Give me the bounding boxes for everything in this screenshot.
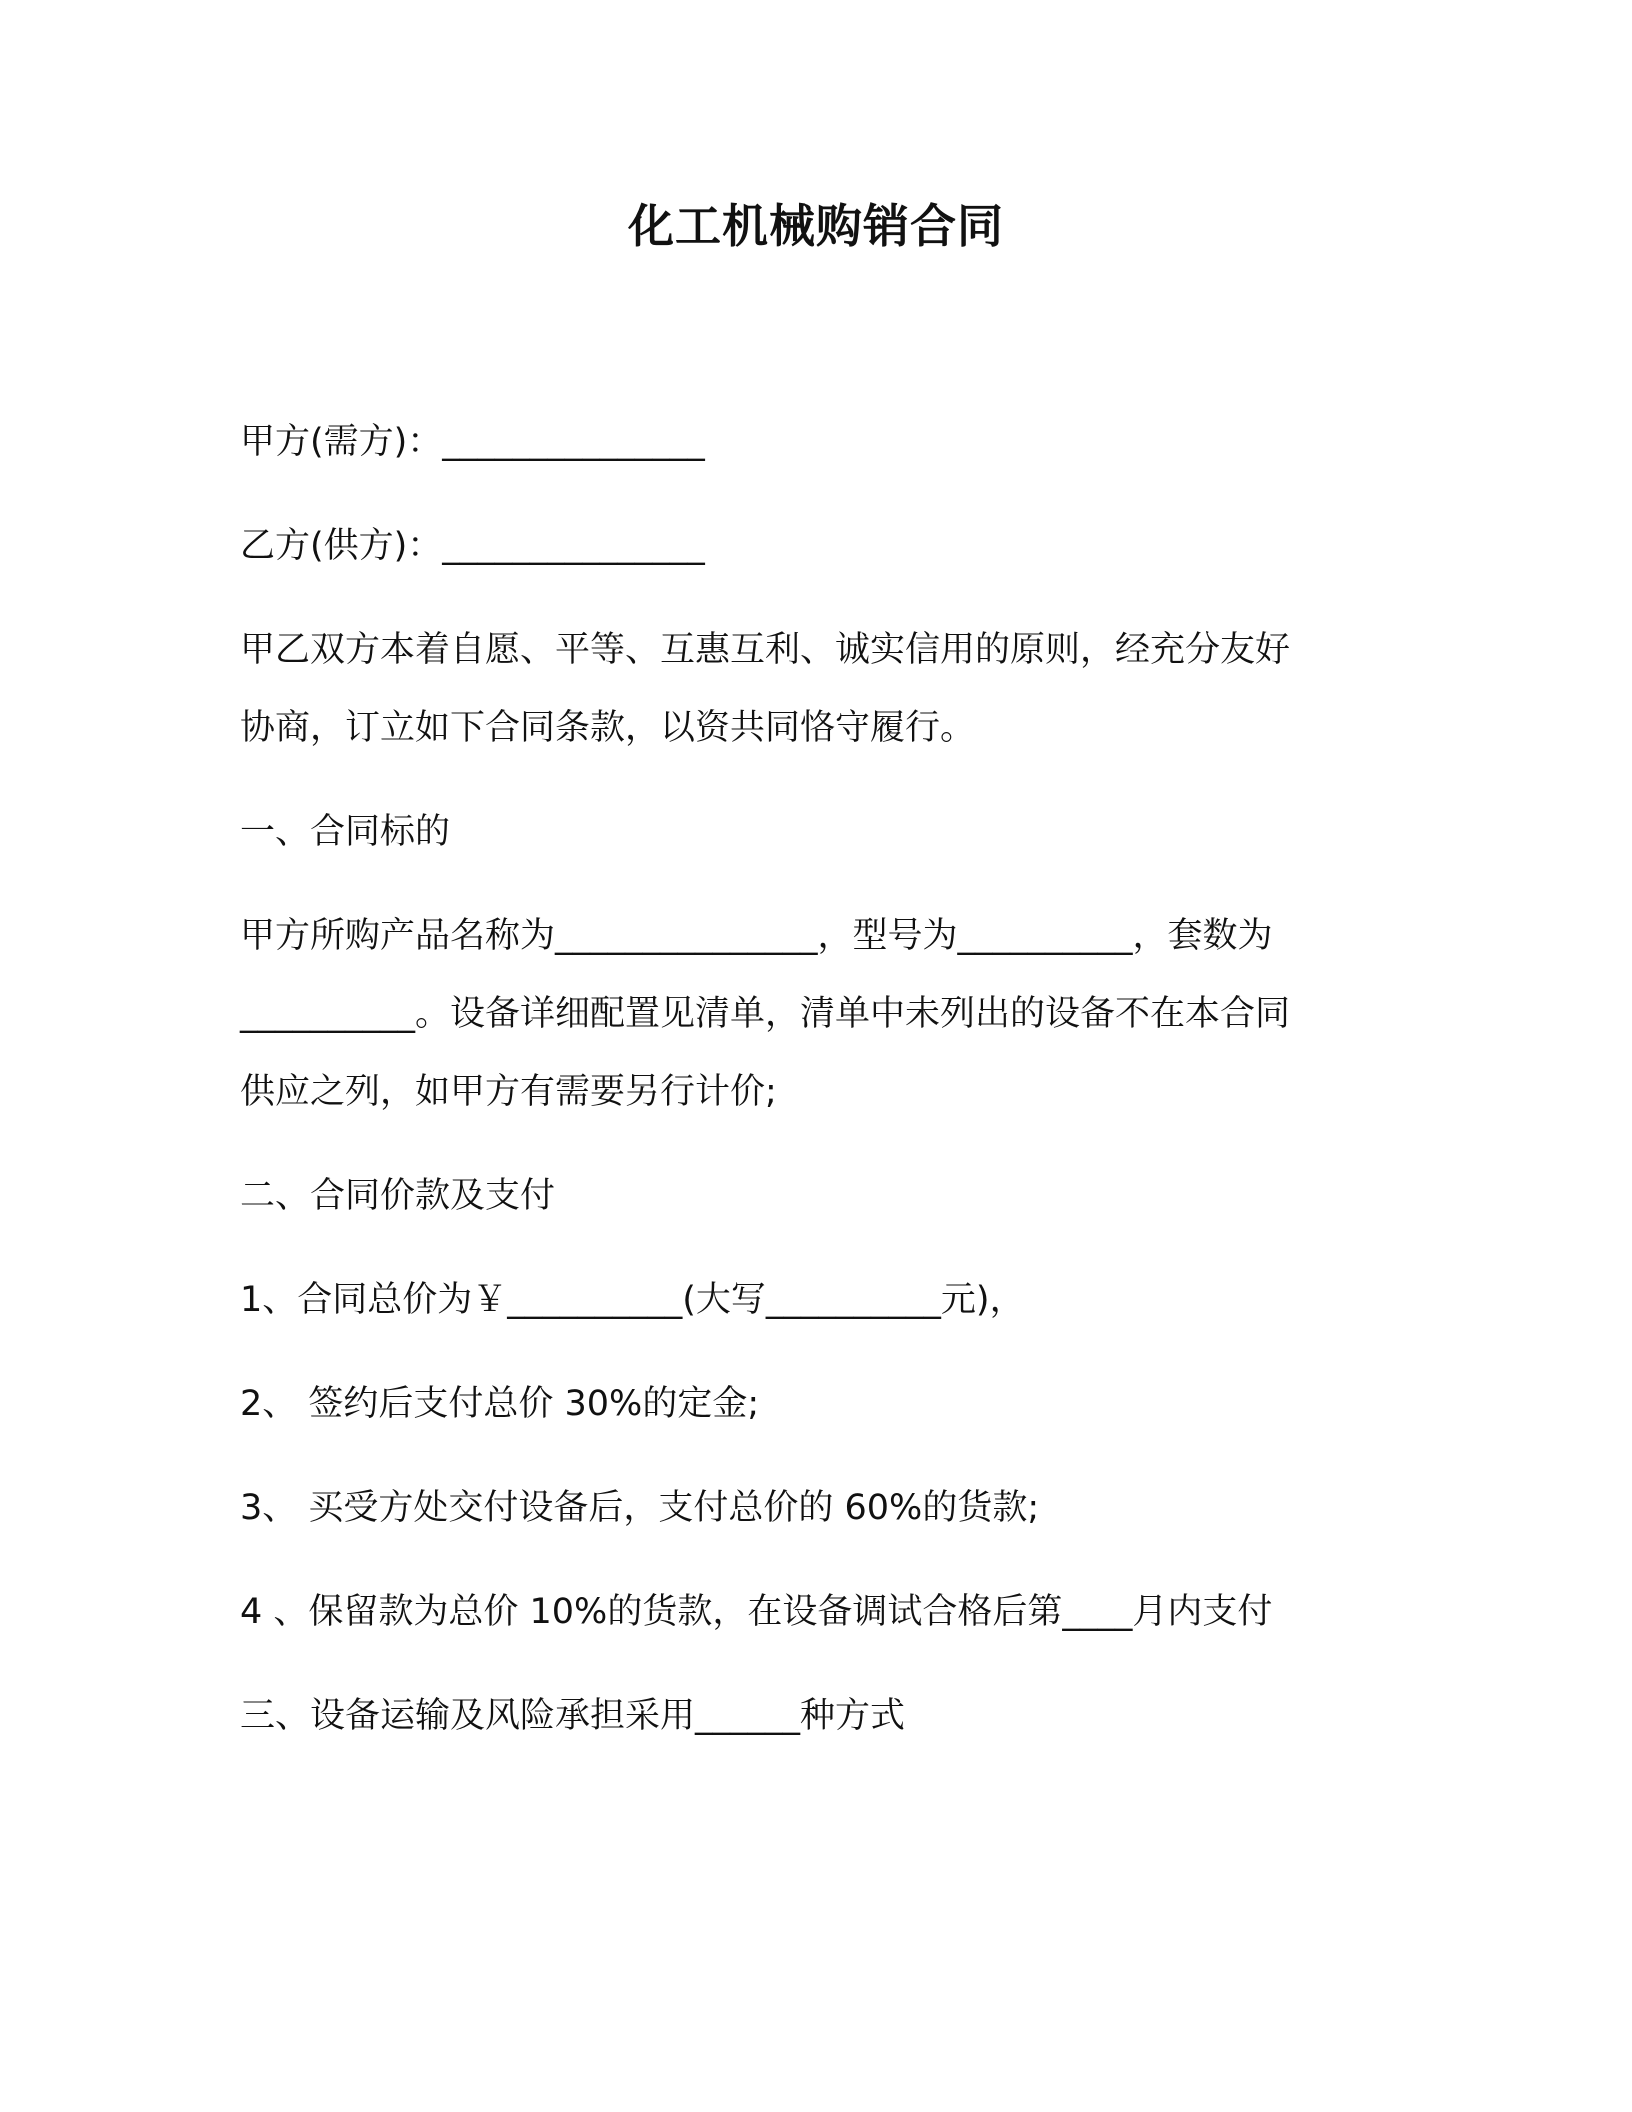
payment-clause-3: 3、 买受方处交付设备后，支付总价的 60%的货款; xyxy=(240,1488,1040,1528)
party-a-line: 甲方(需方)：_______________ xyxy=(240,422,705,462)
section-1-line-1: 甲方所购产品名称为_______________，型号为__________，套数为 xyxy=(240,916,1273,956)
payment-clause-1: 1、合同总价为￥__________(大写__________元)， xyxy=(240,1280,1025,1320)
party-b-line: 乙方(供方)：_______________ xyxy=(240,526,705,566)
section-heading-2: 二、合同价款及支付 xyxy=(240,1176,556,1216)
section-heading-3: 三、设备运输及风险承担采用______种方式 xyxy=(240,1696,906,1736)
section-1-line-3: 供应之列，如甲方有需要另行计价; xyxy=(240,1072,777,1112)
preamble-line-2: 协商，订立如下合同条款，以资共同恪守履行。 xyxy=(240,708,976,748)
section-heading-1: 一、合同标的 xyxy=(240,812,451,852)
payment-clause-4: 4 、保留款为总价 10%的货款，在设备调试合格后第____月内支付 xyxy=(240,1592,1273,1632)
preamble-line-1: 甲乙双方本着自愿、平等、互惠互利、诚实信用的原则，经充分友好 xyxy=(240,630,1291,670)
payment-clause-2: 2、 签约后支付总价 30%的定金; xyxy=(240,1384,760,1424)
section-1-line-2: __________。设备详细配置见清单，清单中未列出的设备不在本合同 xyxy=(240,994,1291,1034)
document-title: 化工机械购销合同 xyxy=(628,199,1004,253)
